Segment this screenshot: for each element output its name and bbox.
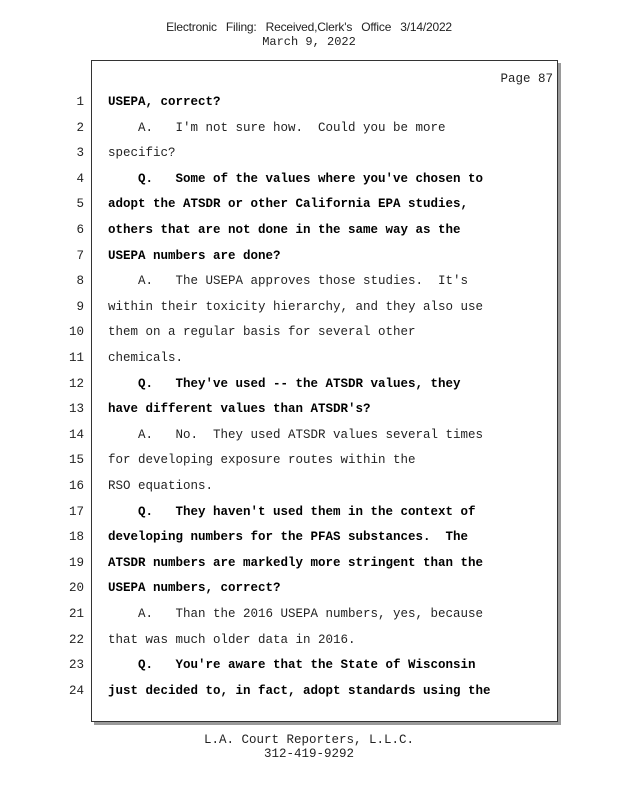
question-line: USEPA numbers, correct?: [108, 581, 281, 595]
transcript-date: March 9, 2022: [262, 35, 356, 49]
answer-line: A. No. They used ATSDR values several times: [108, 428, 484, 442]
line-number: 16: [68, 479, 84, 493]
question-line: Q. They haven't used them in the context of: [108, 505, 476, 519]
line-number: 24: [68, 684, 84, 698]
line-number: 7: [76, 249, 84, 263]
line-number: 8: [76, 274, 84, 288]
question-line: USEPA, correct?: [108, 95, 221, 109]
line-number: 12: [68, 377, 84, 391]
line-number: 18: [68, 530, 84, 544]
court-reporter-name: L.A. Court Reporters, L.L.C.: [203, 733, 415, 747]
line-number: 17: [68, 505, 84, 519]
answer-line: that was much older data in 2016.: [108, 633, 356, 647]
line-number: 14: [68, 428, 84, 442]
question-line: Q. You're aware that the State of Wisconsin: [108, 658, 476, 672]
line-number: 6: [76, 223, 84, 237]
question-line: others that are not done in the same way as the: [108, 223, 461, 237]
filing-stamp: Electronic Filing: Received,Clerk's Office 3/14/2022: [166, 20, 452, 34]
line-number: 23: [68, 658, 84, 672]
question-line: Q. Some of the values where you've chosen to: [108, 172, 484, 186]
court-reporter-phone: 312-419-9292: [263, 747, 354, 761]
answer-line: for developing exposure routes within the: [108, 453, 416, 467]
line-number: 10: [68, 325, 84, 339]
question-line: developing numbers for the PFAS substances. The: [108, 530, 469, 544]
answer-line: A. The USEPA approves those studies. It's: [108, 274, 469, 288]
question-line: just decided to, in fact, adopt standards using the: [108, 684, 491, 698]
answer-line: RSO equations.: [108, 479, 214, 493]
line-number: 19: [68, 556, 84, 570]
line-number: 20: [68, 581, 84, 595]
answer-line: them on a regular basis for several other: [108, 325, 416, 339]
question-line: ATSDR numbers are markedly more stringent than the: [108, 556, 484, 570]
line-number: 22: [68, 633, 84, 647]
line-number: 9: [76, 300, 84, 314]
line-number: 11: [68, 351, 84, 365]
line-number: 5: [76, 197, 84, 211]
answer-line: specific?: [108, 146, 176, 160]
answer-line: within their toxicity hierarchy, and they also use: [108, 300, 484, 314]
line-number: 1: [76, 95, 84, 109]
question-line: Q. They've used -- the ATSDR values, they: [108, 377, 461, 391]
answer-line: A. Than the 2016 USEPA numbers, yes, because: [108, 607, 484, 621]
line-number: 2: [76, 121, 84, 135]
answer-line: chemicals.: [108, 351, 184, 365]
answer-line: A. I'm not sure how. Could you be more: [108, 121, 446, 135]
question-line: USEPA numbers are done?: [108, 249, 281, 263]
line-number: 3: [76, 146, 84, 160]
line-number: 13: [68, 402, 84, 416]
question-line: have different values than ATSDR's?: [108, 402, 371, 416]
question-line: adopt the ATSDR or other California EPA studies,: [108, 197, 469, 211]
line-number: 15: [68, 453, 84, 467]
line-number: 4: [76, 172, 84, 186]
page-number: Page 87: [500, 72, 553, 86]
line-number: 21: [68, 607, 84, 621]
